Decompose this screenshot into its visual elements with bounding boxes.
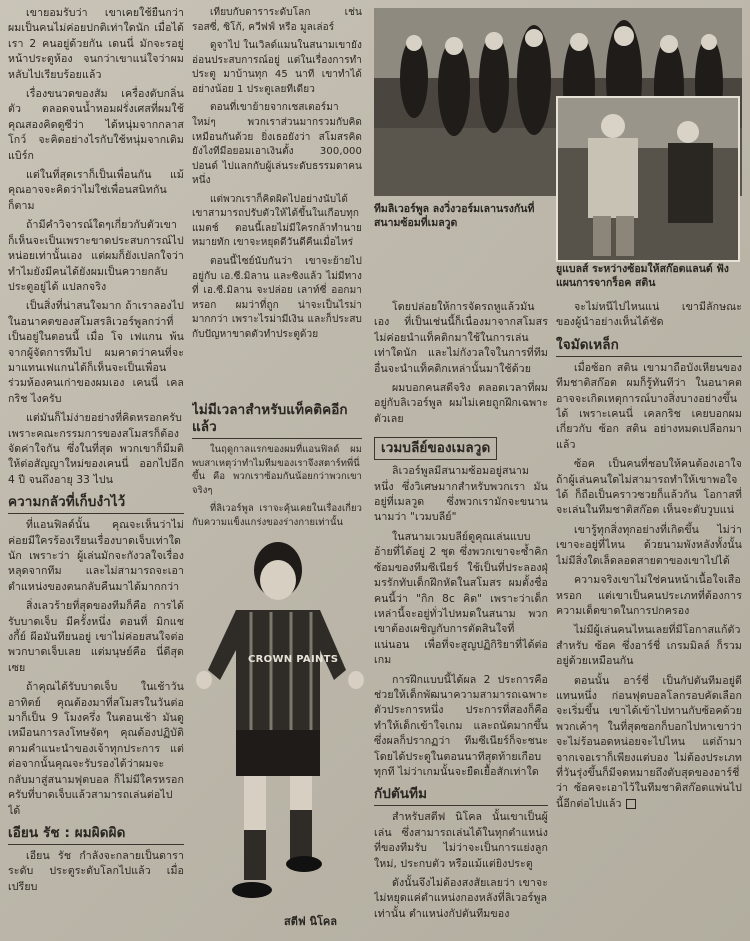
paragraph: ไม่มีผู้เล่นคนไหนเลยที่มีโอกาสแก้ตัว สำหรับ ซ้อค ซึ่งอาร์ชี่ เกรมมิลล์ ก็รวมอยู่ด้วยเหมือนกัน (556, 624, 742, 668)
paragraph: สำหรับสตีฟ นิโคล นั้นเขาเป็นผู้เล่น ซึ่งสามารถเล่นได้ในทุกตำแหน่งที่ของทีมรับ ไม่ว่าจะเป็นการแย่งลูก ใหม่, ประกบตัว หรือแม้แต่ยิงประตู (374, 811, 548, 870)
paragraph: ซ้อค เป็นคนที่ชอบให้คนต้องเอาใจ ถ้าผู้เล่นคนใดไม่สามารถทำให้เขาพอใจได้ ก็ถือเป็นคราวซวยก็แล้วกัน โอกาสที่จะเล่นในทีมชาติสก๊อต เห็นจะดับวูบแน่ (556, 458, 742, 517)
section-heading: ความกลัวที่เก็บงำไว้ (8, 494, 184, 514)
paragraph: ในฤดูกาลแรกของผมที่แอนฟิลด์ ผมพบสาเหตุว่าทำไมทีมของเราจึงสตาร์ทพี่นี่ขึ้น คือ พวกเราซ้อมกันน้อยกว่าพวกเขาจริงๆ (192, 444, 362, 497)
paragraph: เขายอมรับว่า เขาเคยใช้ยืนกว่า ผมเป็นคนไม่ค่อยปกติเท่าใดนัก เมื่อได้เรา 2 คนอยู่ด้วยกัน เดนนี่ มักจะรอยู่หน้าประตูห้อง จนกว่าเขาแน่ใจว่าผมหลับไปเรียบร้อยแล้ว (8, 7, 184, 81)
section-heading: กัปตันทีม (374, 786, 548, 806)
paragraph: เทียบกับดาราระดับโลก เช่น รอสซี่, ซิโก้, ควีฟฟ์ หรือ มูลเล่อร์ (192, 7, 362, 33)
paragraph: เขารู้ทุกสิ่งทุกอย่างที่เกิดขึ้น ไม่ว่าเขาจะอยู่ที่ไหน ด้วยนามพังหลังทั้งนั้นไม่มีสิ่งใดเล็ดลอดสายตาของเขาไปได้ (556, 523, 742, 567)
paragraph: ถ้าคุณได้รับบาดเจ็บ ในเช้าวันอาทิตย์ คุณต้องมาที่สโมสรในวันต่อมาก็เป็น 9 โมงครึ่ง ในตอนเช้า มันดูเหมือนการลงโทษจัดๆ คุณต้องปฏิบัติตามคำแนะนำของเจ้าทุกประการ แต่ต่อจากนั้นคุณจะรับรองได้ว่าผมจะกลับมาสู่สนามฟุตบอล ก็ไม่มีใครหรอกครับที่บาดเจ็บแล้วสามารถเล่นต่อไปได้ (8, 681, 184, 817)
paragraph: ตอนนี้ไซย์นับกันว่า เขาจะย้ายไปอยู่กับ เอ.ซี.มิลาน และซิงแล้ว ไม่มีทางที่ เอ.ซี.มิลาน จะปล่อย เลาท์ซี่ ออกมาหรอก ผมว่าที่ถูก น่าจะเป็นไรม่ามากกว่า เพราะไรม่ามีเงิน และก็ประสบกับปัญหาขาดตัวทำประตูด้วย (192, 256, 362, 340)
paragraph-text: ตอนนั้น อาร์ชี่ เป็นกัปตันทีมอยู่ดีแทนหนึ่ง ก่อนฟุตบอลโลกรอบคัดเลือกจะเริ่มขึ้น เขาได้เข้าไปทานกับซ้อคด้วย พวกเค้าๆ ในที่สุดซอกก็บอกไปหาเขาว่าจะไม่ร้อนอดหน่อยจะไปไหน แต่ถ้ามาจากเจอเราก็เพียงแต่บอง ไม่ต้องประเภทที่วันรุ่งขึ้นก็มีจดหมายถึงตับสุดของอาร์ชี่ว่า ซ้อคจะเอาไว้ในทีมชาติสก๊อตแพ่นไปนี้อีกต่อไปแล้ว (556, 674, 742, 810)
paragraph: สิ่งเลวร้ายที่สุดของทีมก็คือ การได้รับบาดเจ็บ มีครั้งหนึ่ง ตอนที่ มิกแชงกี้ย์ ผีอมันทียนอยู่ เขาไม่ค่อยสนใจต่อพวกบาดเจ็บเลย แต่มนุษย์คือ นี่ดีสุดเซย (8, 600, 184, 674)
paragraph: เรื่องขนวดของสัม เครื่องดับกลิ่นตัว ตลอดจนน้ำหอมฝรั่งเศสที่ผมใช้ คุณสองคิดดูซีว่า ได้หนุ่มจากกลาสโกว์ จะคิดอย่างไรกับใช้หนุ่มจากเดิมแบิร์ก (8, 88, 184, 162)
section-heading: ไม่มีเวลาสำหรับแท็คติคอีกแล้ว (192, 402, 362, 439)
manager-photo (556, 96, 740, 262)
article-column-4 (556, 300, 742, 936)
article-column-3 (374, 300, 548, 936)
section-heading: ใจมัดเหล็ก (556, 337, 742, 357)
paragraph: ผมบอกคนสดีจริง ตลอดเวลาที่ผมอยู่กับลิเวอร์พูล ผมไม่เคยถูกฝึกเฉพาะตัวเลย (374, 382, 548, 425)
section-heading: เอียน รัช : ผมผิดผิด (8, 825, 184, 845)
article-column-1 (8, 6, 184, 936)
paragraph: ที่แอนฟิลด์นั้น คุณจะเห็นว่าไม่ค่อยมีใครร้องเรียนเรื่องบาดเจ็บเท่าใดนัก เพราะว่า ผู้เล่นมักจะกังวลใจเรื่องหลุดจากทีม และไม่สามารถจะเอาตำแหน่งของตนกลับคืนมาได้มากกว่า (8, 519, 184, 593)
photo-caption: ทีมลิเวอร์พูล ลงวิ่งวอร์มเลานรงกันที่สนามซ้อมที่เมลวูด (374, 203, 535, 229)
section-heading: เวมบลีย์ของเมลวูด (374, 437, 497, 460)
paragraph: จะไม่หนีไปไหนแน่ เขามีลักษณะของผู้นำอย่างเห็นได้ชัด (556, 301, 742, 329)
paragraph: ถ้ามีคำวิจารณ์ใดๆเกี่ยวกับตัวเขา ก็เห็นจะเป็นเพราะขาดประสบการณ์ไปหน่อยเท่านั้นเอง แต่ผมก็ยังเปลกใจว่า ทำไมยังมีคนได้ยังผมเป็นควายกลับประตูอยู่ได้ แปลกจริง (8, 219, 184, 293)
paragraph: เมื่อซ้อก สติน เขามาถือบังเหียนของทีมชาติสก๊อต ผมก็รู้ทันทีว่า ในอนาคตอาจจะเกิดเหตุการณ์บางสิ่งบางอย่างขึ้นได้ เพราะเคนนี่ เคลกริช เคยบอกผมเกี่ยวกับ ซ้อก สติน อย่างหมดเปลือกมาแล้ว (556, 361, 742, 451)
paragraph: เอียน รัช กำลังจะกลายเป็นดาราระดับ ประตูระดับโลกไปแล้ว เมื่อเปรียบ (8, 849, 184, 893)
paragraph: ลิเวอร์พูลมีสนามซ้อมอยู่สนามหนึ่ง ซึ่งวิเศษมากสำหรับพวกเรา มันอยู่ที่เมลวูด ซึ่งพวกเรามักจะขนานนามว่า "เวมบลีย์" (374, 465, 548, 524)
manager-photo-image (558, 98, 738, 260)
paragraph: แต่ในที่สุดเราก็เป็นเพื่อนกัน แม้คุณอาจจะคิดว่าไม่ใช่เพื่อนสนิทกันก็ตาม (8, 169, 184, 212)
paragraph: การฝึกแบบนี้ได้ผล 2 ประการคือ ช่วยให้เด็กพัฒนาความสามารถเฉพาะตัวประการหนึ่ง ประการที่สองก็คือ ทำให้เด็กเข้าใจเกม และถนัดมากขึ้น ซึ่งผลก็ปรากฏว่า ทีมซีเนียร์ก็จะชนะโดยได้ประตูในตอนนาทีสุดท้ายเกือบทุกที ไม่ว่าเกมนั้นจะยืดเยื้อสักเท่าใด (374, 673, 548, 778)
paragraph: ที่ลิเวอร์พูล เราจะคุ้นเคยในเรื่องเกี่ยวกับความแข็งแกร่งของร่างกายเท่านั้น (192, 502, 362, 528)
paragraph: แต่มันก็ไม่ง่ายอย่างที่คิดหรอกครับ เพราะคณะกรรมการของสโมสรก็ต้องจัดค่าใจกัน ซึ่งในที่สุด พวกเขาก็มีมติให้ต่อสัญญาใหม่ของเคนนี่ ออกไปอีก 4 ปี จนถึงอายุ 33 ไปน (8, 412, 184, 486)
paragraph: เป็นสิ่งที่น่าสนใจมาก ถ้าเราลองไปในอนาคตของสโมสรลิเวอร์พูลกว่าที่เป็นอยู่ในตอนนี้ เมื่อ โจ เฟแกน พ้นจากผู้จัดการทีมไป ผมคาดว่าคนที่จะมาแทนเฟแกนได้ก็เห็นจะเป็นเพื่อนร่วมห้องคนเก่าของผมเอง เคนนี่ เคลกริช ไงครับ (8, 300, 184, 405)
paragraph: ตอนที่เขาย้ายจากเชสเตอร์มาใหม่ๆ พวกเราส่วนมากรวมกับคิดเหมือนกันด้วย ยิ่งเธอยังว่า สโมสรคิดยังไงทีมีอยอมเอาเงินตั้ง 300,000 ปอนด์ ไปแลกกับผู้เล่นระดับธรรมดาคนหนึ่ง (192, 102, 362, 187)
end-mark-icon (626, 799, 636, 809)
player-image (196, 540, 364, 910)
article-column-2-lower (192, 396, 362, 536)
article-column-2 (192, 6, 362, 342)
paragraph: ดังนั้นจึงไม่ต้องสงสัยเลยว่า เขาจะไม่หยุดแค่ตำแหน่งกองหลังที่ลิเวอร์พูลเท่านั้น ตำแหน่งกัปตันทีมของ (374, 877, 548, 920)
paragraph: ดูจาไป ในเวิลด์แมนในสนามเขายังอ่อนประสบการณ์อยู่ แต่ในเรื่องการทำประตู มาบ้านทุก 45 นาที เขาทำได้อย่างน้อย 1 ประตูเลยทีเดียว (192, 40, 362, 95)
paragraph: ในสนามเวมบลีย์ดูคุณเล่นแบบอ้ายที่ได้อยู่ 2 ชุด ซึ่งพวกเขาจะซ้ำคิกซ้อมของทีมซีเนียร์ ใช้เป็นที่ประลองฝุ่มรรักทับเด็กฝึกหัดในสโมสร ผมตั้งชื่อคนนี้ว่า "กิก 8c คิด" เพราะว่าเด็กเหล่านี้จะอยู่ทั่วไปหมดในสนาม พวกเขาต้องเผชิญกับการตัดสินใจที่แน่นอน เพื่อที่จะสูญปฏิกิริยาที่ได้ต่อเกม (374, 530, 548, 667)
paragraph: ความจริงเขาไม่ใช่คนหน้าเนื้อใจเสือหรอก แต่เขาเป็นคนประเภทที่ต้องการความเด็ดขาดในการปกครอง (556, 574, 742, 617)
paragraph (556, 674, 742, 813)
paragraph: แต่พวกเราก็คิดผิดไปอย่างนับได้ เขาสามารถปรับตัวให้ได้ขึ้นในเกือบทุกแมตช์ ตอนนี้เลยไม่มีใครกล้าทำนายหมายทัก เขาจะหยุดดีวันดีคืนเมื่อไหร่ (192, 193, 362, 249)
player-photo (196, 540, 364, 910)
paragraph: โดยปล่อยให้การจัดรถหูแล้วมันเอง ที่เป็นเช่นนี้ก็เนื่องมาจากสโมสรไม่ค่อยนำแท็คติกมาใช้ในการเล่นเท่าใดนัก และไม่กังวลใจในการที่ทีมอื่นจะนำแท็คติกเหล่านั้นมาใช้ด้วย (374, 301, 548, 375)
player-caption: สตีฟ นิโคล (284, 915, 338, 928)
shirt-sponsor: CROWN PAINTS (248, 654, 339, 665)
photo-caption: ยูแบลส์ ระหว่างซ้อมให้สก๊อตแลนด์ ฟังแผนการจากร็อค สติน (556, 263, 729, 289)
